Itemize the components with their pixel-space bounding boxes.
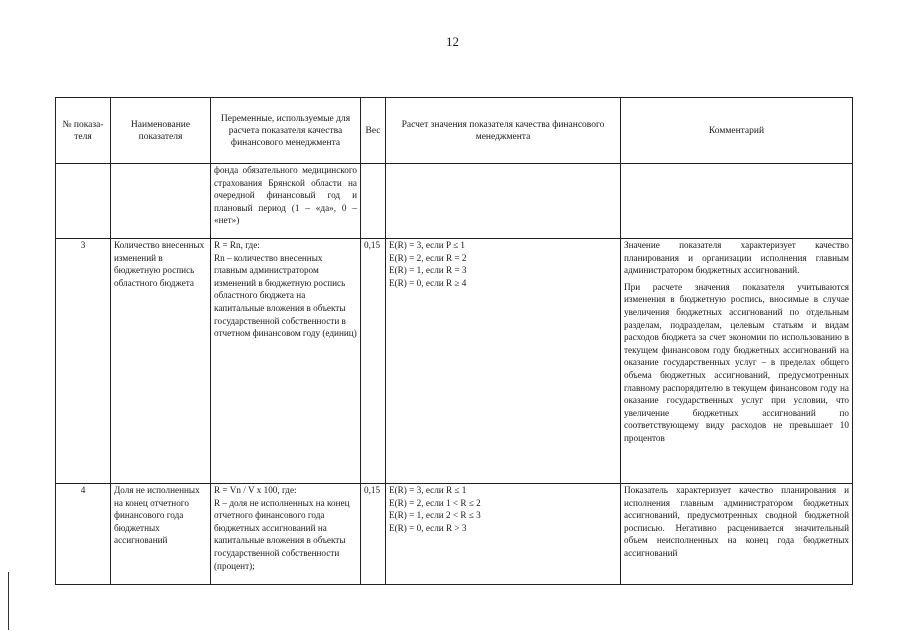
row3-vars-desc: Rn – количество внесенных главным администратором изменений в бюджетную роспись областного бюджета на капитальные вложения в объекты государственной собственности в отчетном финансовом году (единиц) <box>214 252 357 339</box>
cont-comment <box>621 164 853 239</box>
row4-calc-line: E(R) = 1, если 2 < R ≤ 3 <box>389 510 481 521</box>
row4-comment: Показатель характеризует качество планирования и исполнения главным администратором бюджетных ассигнований, предусмотренных сводной бюджетной росписью. Негативно расценивается значительный объем неисполненных на конец года бюджетных ассигнований <box>621 484 853 585</box>
table-row-3 <box>56 239 853 484</box>
row3-vars <box>211 239 361 484</box>
row4-weight: 0,15 <box>361 484 386 585</box>
row3-vars-formula: R = Rn, где: <box>214 240 260 250</box>
row4-calc <box>386 484 621 585</box>
row3-comment-p1: Значение показателя характеризует качество планирования и организации исполнения главным администратором бюджетных ассигнований. <box>624 240 849 276</box>
indicators-table <box>55 97 853 585</box>
header-weight: Вес <box>361 98 386 164</box>
header-calc: Расчет значения показателя качества финансового менеджмента <box>386 98 621 164</box>
margin-line <box>8 572 9 630</box>
row3-calc-line: E(R) = 1, если R = 3 <box>389 265 467 276</box>
row3-num: 3 <box>56 239 111 484</box>
cont-calc <box>386 164 621 239</box>
row3-name: Количество внесенных изменений в бюджетную роспись областного бюджета <box>111 239 211 484</box>
table-row-4 <box>56 484 853 585</box>
row4-vars-desc: R – доля не исполненных на конец отчетного финансового года бюджетных ассигнований на капитальные вложения в объекты государственной собственности (процент); <box>214 497 350 571</box>
header-vars: Переменные, используемые для расчета показателя качества финансового менеджмента <box>211 98 361 164</box>
cont-weight <box>361 164 386 239</box>
table-row-continuation <box>56 164 853 239</box>
row3-calc-line: E(R) = 2, если R = 2 <box>389 252 467 263</box>
row4-vars-formula: R = Vn / V x 100, где: <box>214 485 297 495</box>
cont-name <box>111 164 211 239</box>
header-name: Наименование показателя <box>111 98 211 164</box>
row3-weight: 0,15 <box>361 239 386 484</box>
row3-calc-line: E(R) = 0, если R ≥ 4 <box>389 277 467 288</box>
header-num: № показа-теля <box>56 98 111 164</box>
cont-num <box>56 164 111 239</box>
row4-calc-line: E(R) = 3, если R ≤ 1 <box>389 485 467 495</box>
row3-comment <box>621 239 853 484</box>
table-header-row <box>56 98 853 164</box>
page-number: 12 <box>446 34 459 49</box>
row4-calc-line: E(R) = 2, если 1 < R ≤ 2 <box>389 497 481 508</box>
row4-name: Доля не исполненных на конец отчетного финансового года бюджетных ассигнований <box>111 484 211 585</box>
header-comment: Комментарий <box>621 98 853 164</box>
row4-num: 4 <box>56 484 111 585</box>
row4-vars <box>211 484 361 585</box>
row3-calc <box>386 239 621 484</box>
row4-calc-line: E(R) = 0, если R > 3 <box>389 522 467 533</box>
row3-comment-p2: При расчете значения показателя учитываются изменения в бюджетную роспись, вносимые в случае увеличения бюджетных ассигнований по отдельным разделам, подразделам, целевым статьям и видам расходов бюджета за счет экономии по использованию в текущем финансовом году бюджетных ассигнований на оказание государственных услуг – в пределах общего объема бюджетных ассигнований, предусмотренных главному распорядителю в текущем финансовом году на оказание государственных услуг при условии, что увеличение бюджетных ассигнований по соответствующему виду расходов не превышает 10 процентов <box>624 281 849 443</box>
row3-calc-line: E(R) = 3, если P ≤ 1 <box>389 240 466 250</box>
cont-vars: фонда обязательного медицинского страхования Брянской области на очередной финансовый год и плановый период (1 – «да», 0 – «нет») <box>211 164 361 239</box>
